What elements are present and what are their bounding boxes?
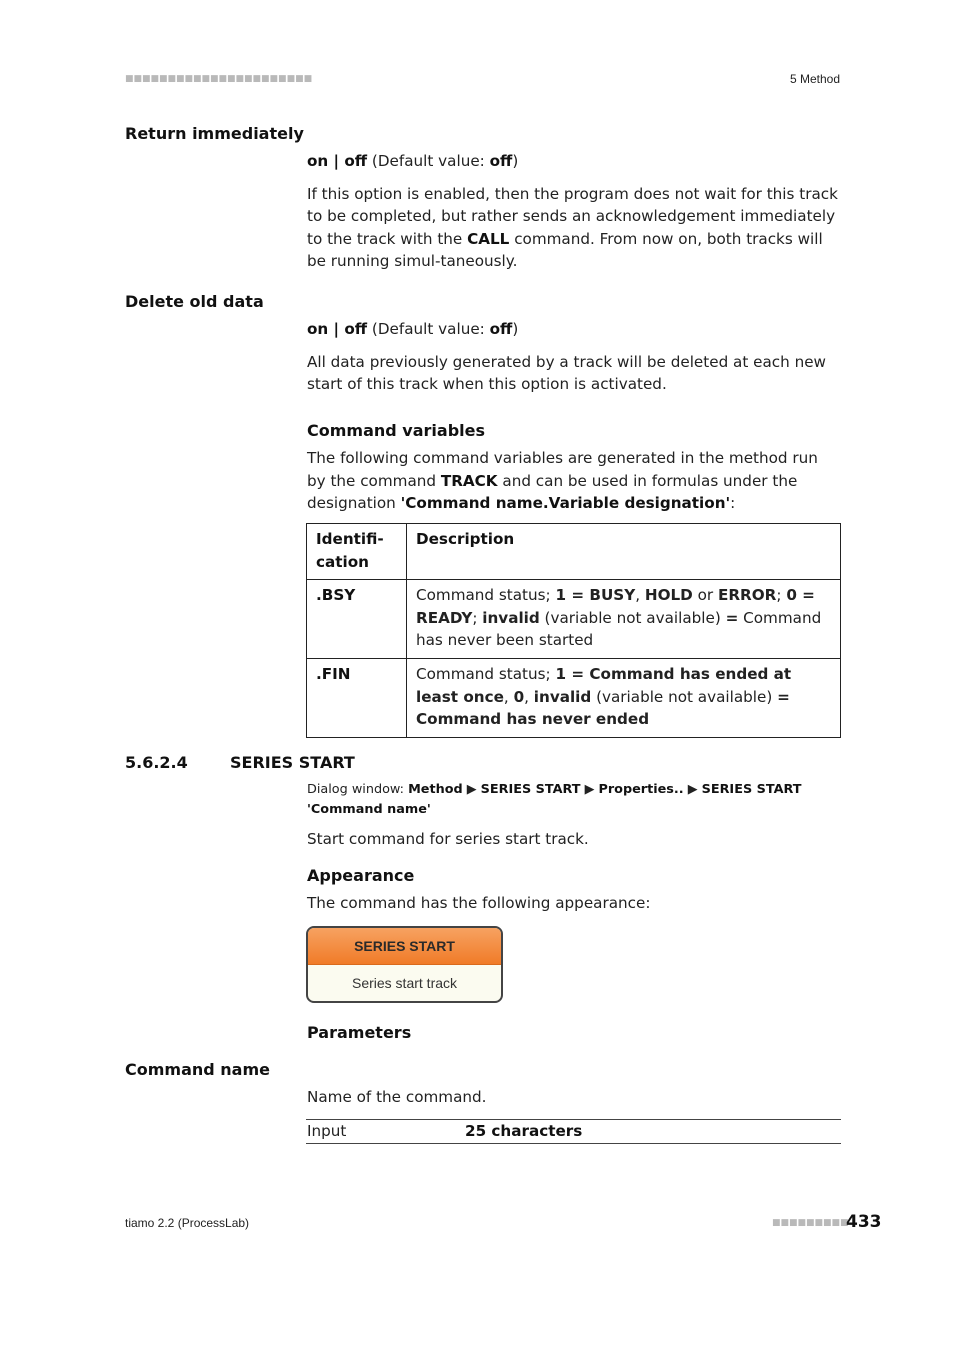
command-name-input-spec [306,1119,841,1144]
table-row [307,580,841,659]
appearance-text: The command has the following appearance: [307,894,651,912]
variable-identification: .BSY [307,580,407,659]
delete-old-data-definition [307,318,841,396]
term-delete-old-data: Delete old data [125,292,264,311]
section-description: Start command for series start track. [307,830,589,848]
delete-old-data-description: All data previously generated by a track will be deleted at each new start of this track when this option is activated. [307,352,826,393]
table-header-row [307,524,841,580]
parameters-heading: Parameters [307,1023,412,1042]
column-header-identification: Identifi-cation [307,524,407,580]
return-immediately-definition [307,150,841,273]
command-widget-title: SERIES START [308,928,501,965]
variable-identification: .FIN [307,659,407,738]
footer-decoration: ■■■■■■■■■ [772,1218,849,1228]
section-number: 5.6.2.4 [125,753,188,772]
return-immediately-description: If this option is enabled, then the program does not wait for this track to be completed, but rather sends an acknowledgement immediately to the track with the CALL command. From now on, both tracks will be running simul-taneously. [307,184,838,270]
header-decoration: ■■■■■■■■■■■■■■■■■■■■■■ [125,74,313,84]
term-command-name: Command name [125,1060,270,1079]
command-name-description: Name of the command. [307,1088,487,1106]
footer-product: tiamo 2.2 (ProcessLab) [125,1216,250,1230]
page-number: 433 [846,1212,882,1232]
variable-description: Command status; 1 = Command has ended at least once, 0, invalid (variable not available) = Command has never ended [407,659,841,738]
appearance-heading: Appearance [307,866,415,885]
input-label: Input [307,1122,347,1140]
delete-old-data-values: on | off (Default value: off) [307,320,519,338]
dialog-window-path: Dialog window: Method ▶ SERIES START ▶ Properties.. ▶ SERIES START 'Command name' [307,782,802,817]
return-immediately-values: on | off (Default value: off) [307,152,519,170]
section-title: SERIES START [230,753,355,772]
series-start-command-widget [306,926,503,1003]
command-variables-table [306,523,841,738]
chapter-title: 5 Method [789,72,840,86]
column-header-description: Description [407,524,841,580]
term-return-immediately: Return immediately [125,124,304,143]
variable-description: Command status; 1 = BUSY, HOLD or ERROR; 0 = READY; invalid (variable not available) = Command has never been started [407,580,841,659]
table-row [307,659,841,738]
input-value: 25 characters [465,1122,583,1140]
command-widget-subtitle: Series start track [351,975,458,991]
command-variables-intro: The following command variables are generated in the method run by the command TRACK and can be used in formulas under the designation 'Command name.Variable designation': [307,449,818,512]
command-variables-heading: Command variables [307,421,485,440]
